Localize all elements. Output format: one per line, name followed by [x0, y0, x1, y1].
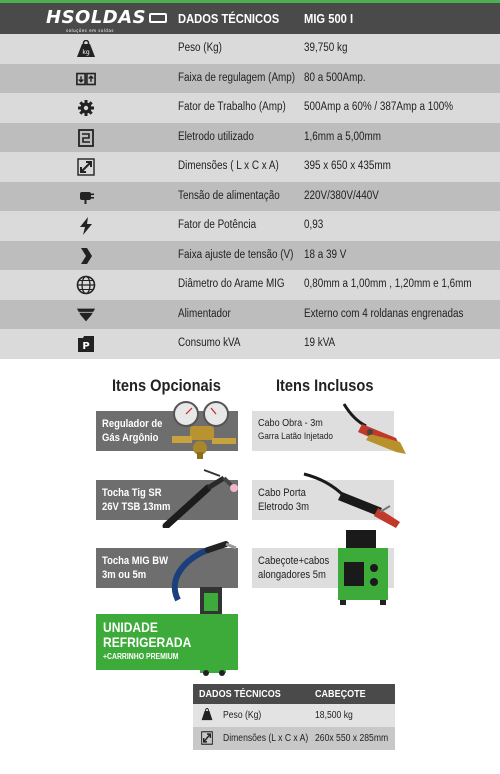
spec-value: 500Amp a 60% / 387Amp a 100% [304, 101, 454, 113]
weight-icon [201, 708, 213, 722]
spec-label: Tensão de alimentação [178, 189, 280, 202]
head-spec-value: 260x 550 x 285mm [315, 733, 389, 744]
spec-value: 0,80mm a 1,00mm , 1,20mm e 1,6mm [304, 278, 472, 290]
weight-icon [76, 39, 96, 59]
included-item-label: Cabo Porta Eletrodo 3m [258, 487, 310, 513]
optional-item-label: Tocha MIG BW 3m ou 5m [102, 555, 169, 581]
plug-icon [76, 187, 96, 207]
spec-value: 39,750 kg [304, 42, 348, 54]
head-spec-header [193, 684, 395, 704]
spec-row-wire-diameter [0, 270, 500, 300]
spec-value: 19 kVA [304, 337, 336, 349]
brand-flag-icon [149, 13, 167, 23]
spec-label: Dimensões ( L x C x A) [178, 160, 279, 172]
ground-clamp-image [340, 402, 410, 460]
optional-item-label: Tocha Tig SR 26V TSB 13mm [102, 487, 171, 513]
optional-item-label: Regulador de Gás Argônio [102, 418, 163, 444]
head-spec-header-col-b: CABEÇOTE [315, 688, 366, 700]
spec-label: Faixa de regulagem (Amp) [178, 71, 296, 84]
head-spec-label: Peso (Kg) [223, 710, 262, 721]
spec-label: Diâmetro do Arame MIG [178, 278, 285, 290]
spec-row-voltage-range [0, 241, 500, 271]
svg-text:kg: kg [82, 49, 90, 56]
spec-label: Alimentador [178, 307, 231, 320]
wire-feeder-head-image [334, 528, 392, 606]
spec-row-dimensions [0, 152, 500, 182]
spec-value: 1,6mm a 5,00mm [304, 130, 381, 143]
spec-label: Eletrodo utilizado [178, 130, 254, 143]
regulation-range-icon [76, 69, 96, 89]
spec-row-duty-cycle [0, 93, 500, 123]
cooling-unit-label: UNIDADE REFRIGERADA [103, 619, 192, 650]
spec-value: Externo com 4 roldanas engrenadas [304, 307, 464, 320]
electrode-icon [76, 128, 96, 148]
gas-regulator-image [164, 400, 240, 460]
lightning-icon [76, 216, 96, 236]
spec-table [0, 34, 500, 359]
head-spec-table [193, 684, 395, 750]
spec-value: 80 a 500Amp. [304, 71, 366, 84]
spec-value: 18 a 39 V [304, 248, 347, 261]
dimensions-icon [76, 157, 96, 177]
tig-torch-image [160, 466, 240, 528]
spec-value: 220V/380V/440V [304, 189, 379, 202]
spec-label: Fator de Potência [178, 219, 257, 231]
power-consumption-icon [76, 334, 96, 354]
spec-value: 0,93 [304, 219, 324, 231]
spec-header-col-b: MIG 500 I [304, 11, 354, 26]
spec-label: Consumo kVA [178, 337, 241, 349]
spec-row-electrode [0, 123, 500, 153]
spec-value: 395 x 650 x 435mm [304, 160, 391, 172]
spec-row-weight [0, 34, 500, 64]
wire-diameter-icon [76, 275, 96, 295]
spec-row-regulation [0, 64, 500, 94]
spec-row-feeder [0, 300, 500, 330]
head-spec-value: 18,500 kg [315, 710, 353, 721]
head-spec-header-col-a: DADOS TÉCNICOS [199, 688, 281, 700]
feeder-icon [76, 305, 96, 325]
spec-label: Fator de Trabalho (Amp) [178, 101, 286, 113]
voltage-range-icon [76, 246, 96, 266]
dimensions-icon [201, 731, 213, 745]
spec-row-voltage [0, 182, 500, 212]
spec-header [0, 0, 500, 34]
spec-label: Faixa ajuste de tensão (V) [178, 248, 294, 261]
spec-row-power-factor [0, 211, 500, 241]
cooling-unit-sublabel: +CARRINHO PREMIUM [103, 652, 179, 661]
head-spec-label: Dimensões (L x C x A) [223, 733, 309, 744]
brand-logo [46, 7, 167, 33]
cooling-unit-card [96, 614, 238, 670]
electrode-holder-image [300, 472, 404, 532]
spec-label: Peso (Kg) [178, 42, 222, 54]
brand-tagline: soluções em soldas [66, 28, 114, 33]
included-item-label: Cabeçote+cabos alongadores 5m [258, 555, 330, 581]
optional-items-title: Itens Opcionais [112, 376, 221, 395]
svg-text:P: P [82, 341, 90, 352]
included-item-label: Cabo Obra - 3m Garra Latão Injetado [258, 417, 333, 442]
brand-logo-text: HSOLDAS [46, 7, 147, 28]
gear-icon [76, 98, 96, 118]
spec-header-col-a: DADOS TÉCNICOS [178, 11, 280, 26]
spec-row-consumption [0, 329, 500, 359]
head-spec-row [193, 727, 395, 750]
included-items-title: Itens Inclusos [276, 376, 374, 395]
head-spec-row [193, 704, 395, 727]
